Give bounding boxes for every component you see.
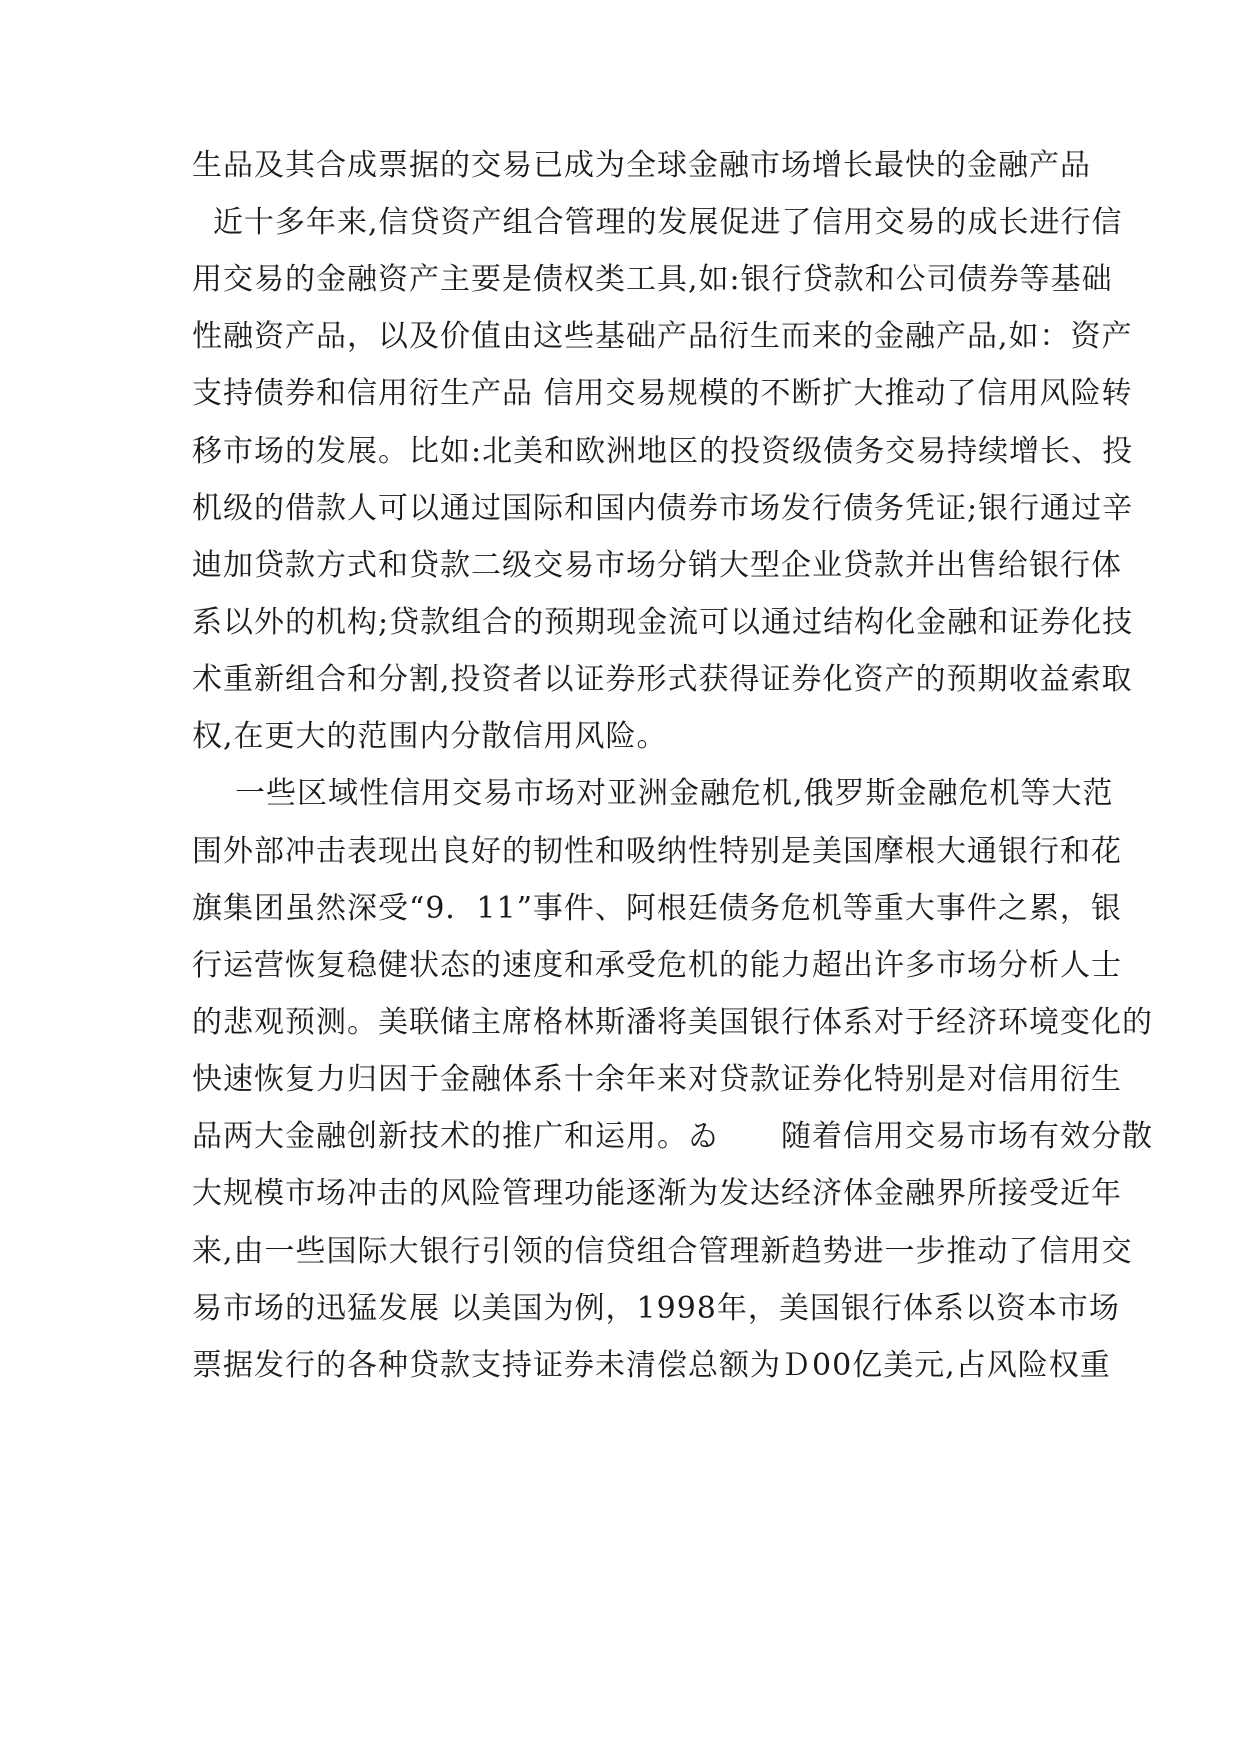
text-line-21: 易市场的迅猛发展 以美国为例，1998年，美国银行体系以资本市场	[192, 1291, 1120, 1326]
text-line-3: 用交易的金融资产主要是债权类工具,如:银行贷款和公司债券等基础	[192, 262, 1113, 297]
text-line-18: 品两大金融创新技术的推广和运用。ゐ 随着信用交易市场有效分散	[192, 1119, 1153, 1154]
text-line-4: 性融资产品，以及价值由这些基础产品衍生而来的金融产品,如：资产	[192, 319, 1133, 354]
text-line-8: 迪加贷款方式和贷款二级交易市场分销大型企业贷款并出售给银行体	[192, 548, 1122, 583]
text-line-7: 机级的借款人可以通过国际和国内债券市场发行债务凭证;银行通过辛	[192, 491, 1134, 526]
text-line-19: 大规模市场冲击的风险管理功能逐渐为发达经济体金融界所接受近年	[192, 1176, 1122, 1211]
text-line-11: 权,在更大的范围内分散信用风险。	[192, 719, 668, 754]
text-line-20: 来,由一些国际大银行引领的信贷组合管理新趋势进一步推动了信用交	[192, 1234, 1133, 1269]
text-line-12: 一些区域性信用交易市场对亚洲金融危机,俄罗斯金融危机等大范	[235, 776, 1114, 811]
text-line-13: 围外部冲击表现出良好的韧性和吸纳性特别是美国摩根大通银行和花	[192, 834, 1122, 869]
text-line-5: 支持债券和信用衍生产品 信用交易规模的不断扩大推动了信用风险转	[192, 376, 1133, 411]
text-line-17: 快速恢复力归因于金融体系十余年来对贷款证券化特别是对信用衍生	[192, 1062, 1122, 1097]
text-line-1: 生品及其合成票据的交易已成为全球金融市场增长最快的金融产品	[192, 148, 1091, 183]
text-line-15: 行运营恢复稳健状态的速度和承受危机的能力超出许多市场分析人士	[192, 948, 1122, 983]
text-line-9: 系以外的机构;贷款组合的预期现金流可以通过结构化金融和证券化技	[192, 605, 1134, 640]
text-line-14: 旗集团虽然深受“9．11”事件、阿根廷债务危机等重大事件之累，银	[192, 891, 1122, 926]
text-line-22: 票据发行的各种贷款支持证券未清偿总额为Ｄ00亿美元,占风险权重	[192, 1348, 1111, 1383]
text-line-2: 近十多年来,信贷资产组合管理的发展促进了信用交易的成长进行信	[213, 205, 1123, 240]
text-line-6: 移市场的发展。比如:北美和欧洲地区的投资级债务交易持续增长、投	[192, 434, 1134, 469]
text-line-16: 的悲观预测。美联储主席格林斯潘将美国银行体系对于经济环境变化的	[192, 1005, 1153, 1040]
text-line-10: 术重新组合和分割,投资者以证券形式获得证券化资产的预期收益索取	[192, 662, 1133, 697]
